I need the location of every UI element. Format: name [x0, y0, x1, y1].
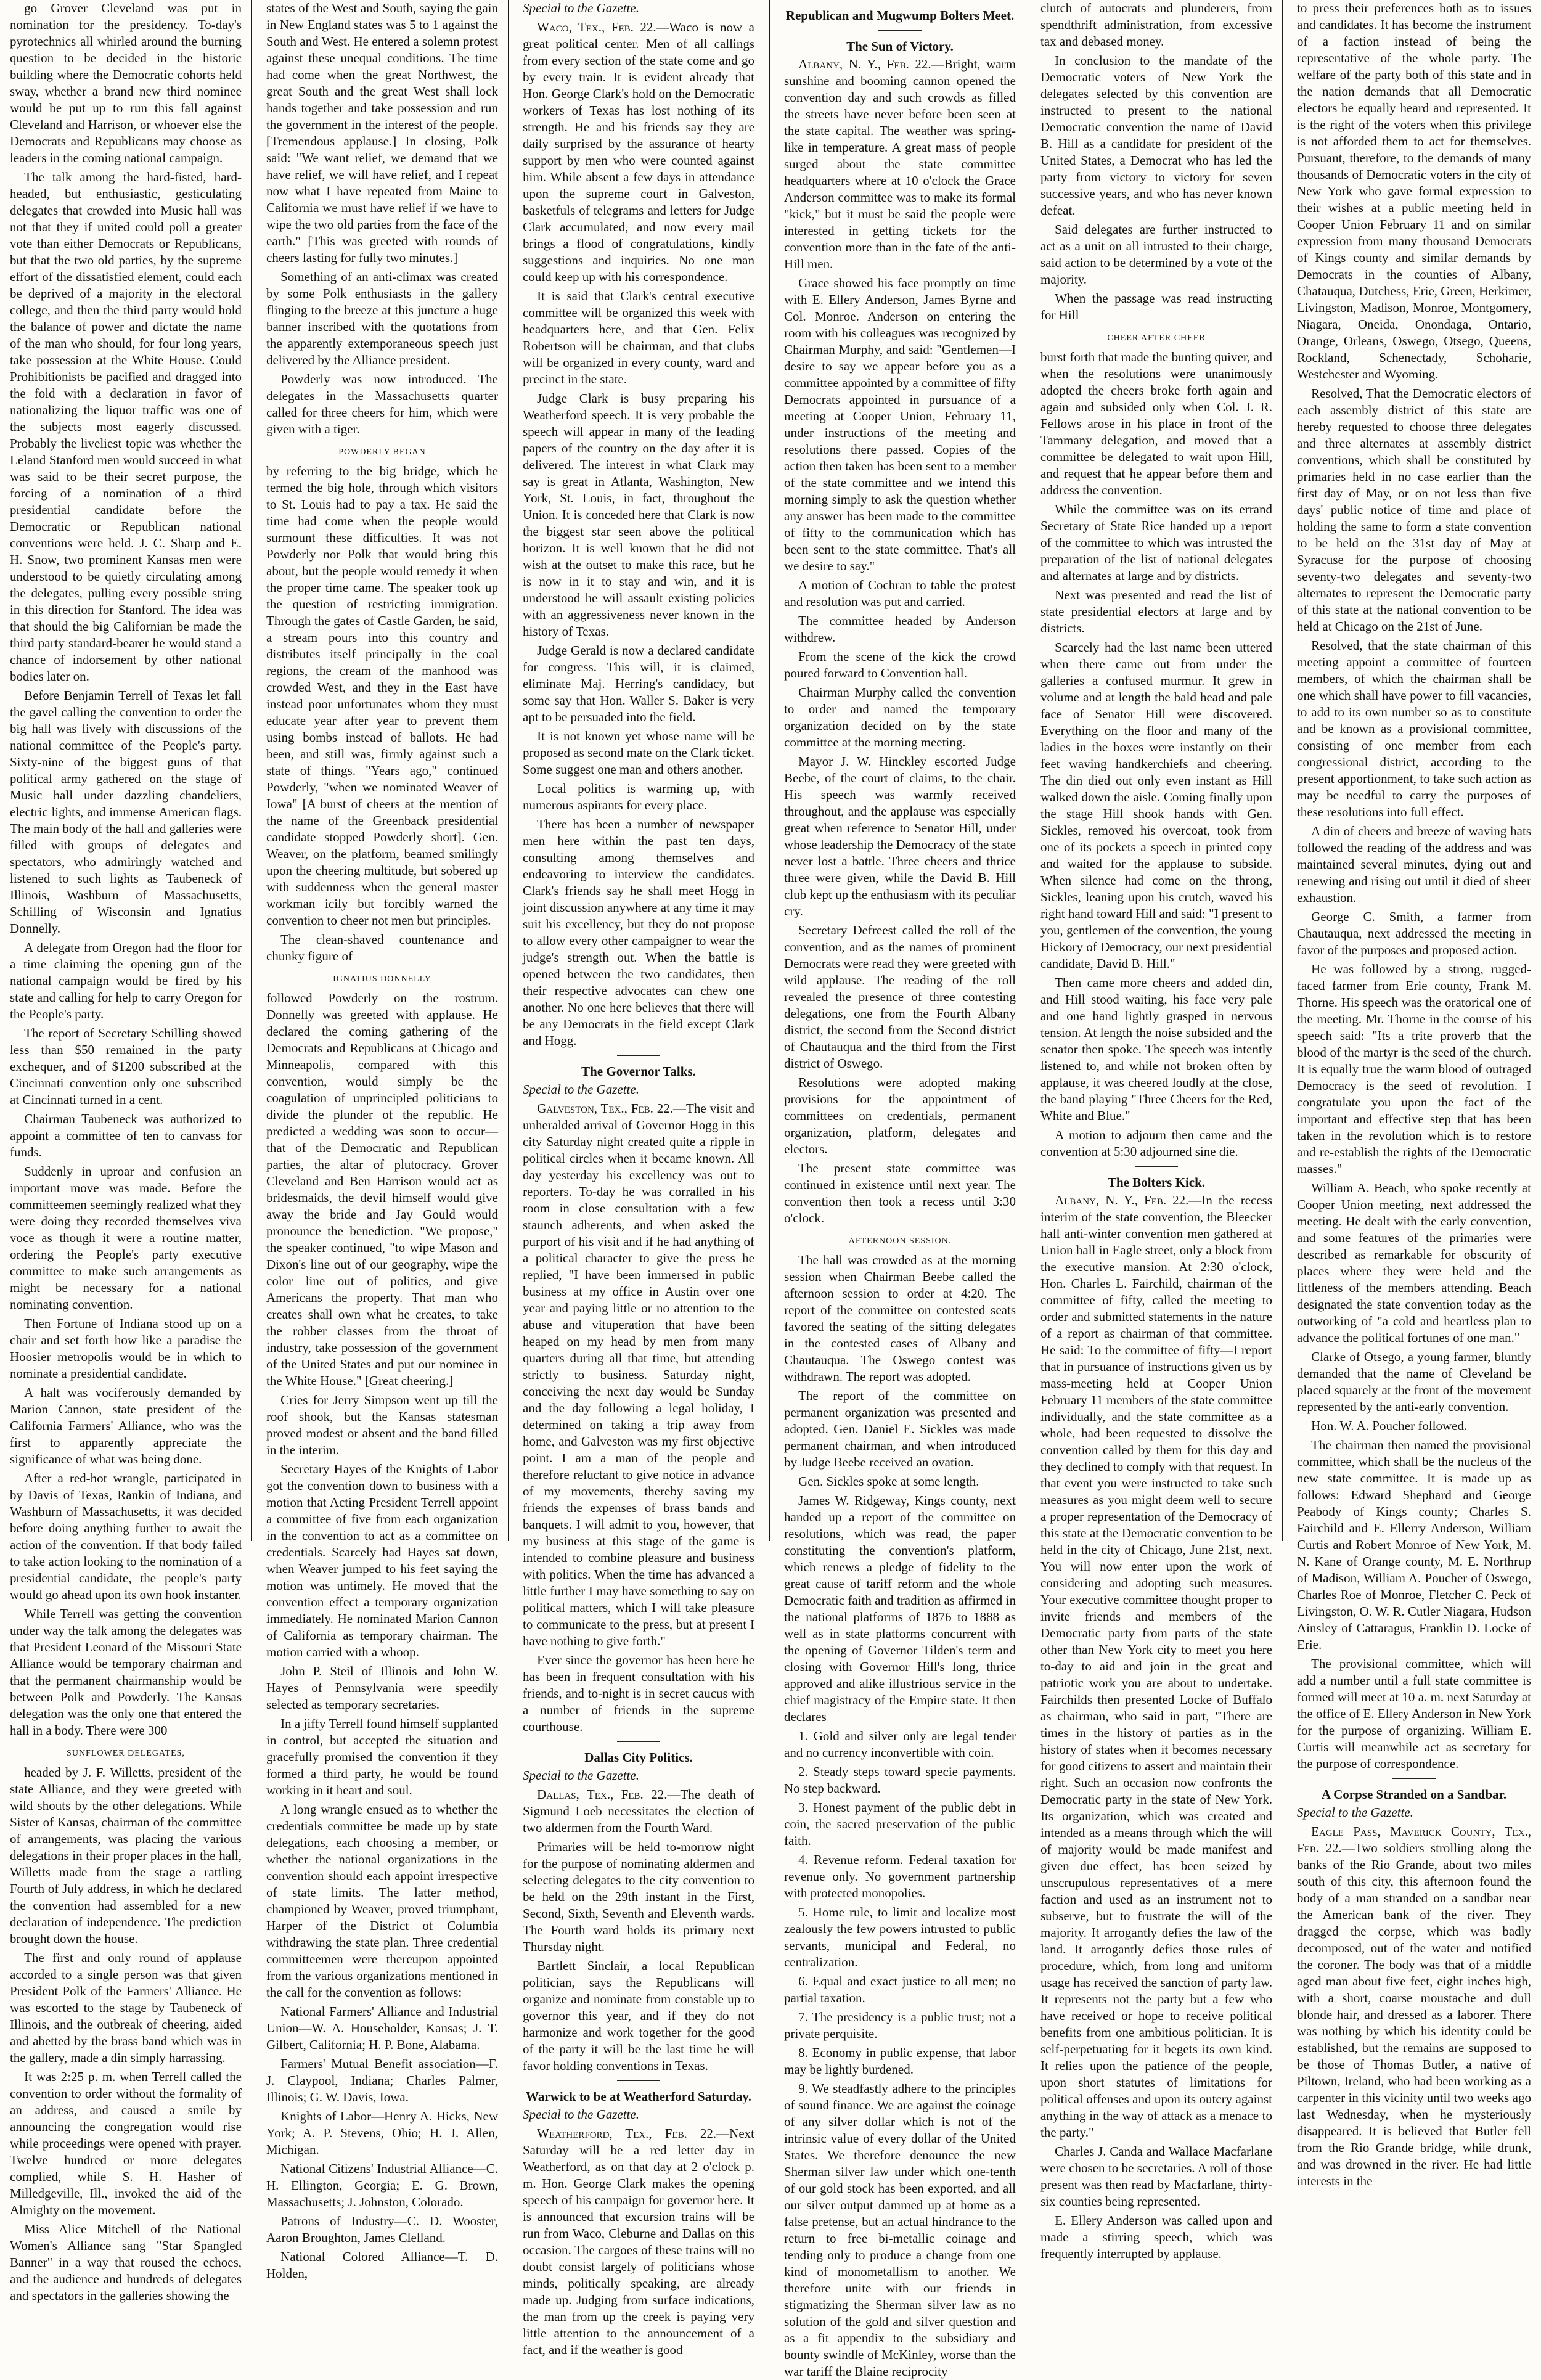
- article-paragraph: A halt was vociferously demanded by Marion Cannon, state president of the California Farmers' Alliance, who was the first to apparently appreciate the significance of what was being done.: [10, 1385, 242, 1466]
- dateline: Albany, N. Y., Feb. 22.: [1055, 1193, 1189, 1208]
- article-paragraph: followed Powderly on the rostrum. Donnelly was greeted with applause. He declared the coming gathering of the Democrats and Republicans at Chicago and Minneapolis, compared with this convention, would simply be the coagulation of unprincipled politicians to divide the plunder of the republic. He predicted a wedding was soon to occur—that of the Democratic and Republican parties, the altar of plutocracy. Grover Cleveland and Ben Harrison would act as bridesmaids, the devil himself would give away the bride and Jay Gould would pronounce the benediction. "We propose," the speaker continued, "to wipe Mason and Dixon's line out of our geography, wipe the color line out of politics, and give Americans the property. That man who creates shall own what he creates, to take the robber classes from the throat of industry, take possession of the government of the United States and put our nominee in the White House." [Great cheering.]: [266, 991, 498, 1388]
- article-paragraph: Bartlett Sinclair, a local Republican politician, says the Republicans will organize and nominate from constable up to governor this year, and if they do not harmonize and work together for the good of the party it will be the last time he will favor holding conventions in Texas.: [523, 1958, 754, 2073]
- article-paragraph: Judge Clark is busy preparing his Weatherford speech. It is very probable the speech will appear in many of the leading papers of the country on the day after it is delivered. The interest in what Clark may say is great in Atlanta, Washington, New York, St. Louis, in fact, throughout the Union. It is conceded here that Clark is now the biggest star seen above the political horizon. It is well known that he did not wish at the outset to make this race, but he is now in it to stay and win, and it is understood he will assault existing policies with an aggressiveness never known in the history of Texas.: [523, 391, 754, 639]
- article-paragraph: Resolutions were adopted making provisions for the appointment of committees on credentials, permanent organization, platform, delegates and electors.: [784, 1075, 1016, 1156]
- article-paragraph: National Colored Alliance—T. D. Holden,: [266, 2249, 498, 2281]
- article-headline: The Bolters Kick.: [1107, 1175, 1206, 1190]
- article-paragraph: headed by J. F. Willetts, president of the state Alliance, and they were greeted with wild shouts by the other delegations. While Sister of Kansas, chairman of the committee of arrangements, was placing the various delegations in their proper places in the hall, Willetts made from the stage a rattling Fourth of July address, in which he declared the convention had assembled for a new declaration of independence. The prediction brought down the house.: [10, 1765, 242, 1946]
- article-paragraph: James W. Ridgeway, Kings county, next handed up a report of the committee on resolutions, which was read, the paper constituting the convention's platform, which renews a pledge of fidelity to the great cause of tariff reform and the whole Democratic faith and tradition as affirmed in the national platforms of 1876 to 1888 as well as in state platforms concurrent with the opening of Governor Tilden's term and closing with Governor Hill's long, thrice approved and alike illustrious service in the chief magistracy of the Empire state. It then declares: [784, 1493, 1016, 1724]
- article-paragraph: Said delegates are further instructed to act as a unit on all intrusted to their charge, said action to be determined by a vote of the majority.: [1040, 222, 1272, 287]
- article-paragraph: The provisional committee, which will add a number until a full state committee is formed will meet at 10 a. m. next Saturday at the office of E. Ellery Anderson in New York for the purpose of organizing. William E. Curtis will meanwhile act as secretary for the purpose of correspondence.: [1297, 1656, 1531, 1771]
- article-paragraph: 5. Home rule, to limit and localize most zealously the few powers intrusted to public servants, municipal and Federal, no centralization.: [784, 1905, 1016, 1969]
- article-paragraph: In conclusion to the mandate of the Democratic voters of New York the delegates selected by this convention are instructed to present to the national Democratic convention the name of David B. Hill as a candidate for president of the United States, a Democrat who has led the party from victory to victory for seven successive years, and who has never known defeat.: [1040, 53, 1272, 218]
- article-paragraph: [1297, 1823, 1531, 2190]
- article-paragraph: The committee headed by Anderson withdrew.: [784, 613, 1016, 645]
- article-headline: Warwick to be at Weatherford Saturday.: [526, 2089, 751, 2104]
- article-paragraph: The chairman then named the provisional committee, which shall be the nucleus of the new state committee. It is made up as follows: Edward Shephard and George Peabody of Kings county; Charles S. Fairchild and E. Ellerry Anderson, William Curtis and Robert Monroe of New York, M. N. Kane of Orange county, M. E. Northrup of Madison, William A. Poucher of Oswego, Charles Roe of Monroe, Fletcher C. Peck of Livingston, O. W. R. Cutler Niagara, Hudson Ainsley of Cattaragus, Franklin D. Locke of Erie.: [1297, 1437, 1531, 1652]
- section-subhead: CHEER AFTER CHEER: [1107, 333, 1206, 343]
- paragraph-text: —The death of Sigmund Loeb necessitates the election of two aldermen from the Fourth Ward.: [523, 1787, 754, 1835]
- article-credit: Special to the Gazette.: [523, 1, 639, 15]
- article-paragraph: While the committee was on its errand Secretary of State Rice handed up a report of the committee to which was intrusted the preparation of the list of national delegates and alternates at large and by districts.: [1040, 502, 1272, 583]
- dateline: Weatherford, Tex., Feb. 22.: [537, 2126, 717, 2141]
- paragraph-text: —Bright, warm sunshine and booming cannon opened the convention day and such crowds as filled the streets have never before been seen at the state capital. The weather was spring-like in temperature. A great mass of people surged about the state committee headquarters where at 10 o'clock the Grace Anderson committee was to make its formal "kick," but it must be said the people were interested in getting tickets for the convention more than in the fate of the anti-Hill men.: [784, 57, 1016, 271]
- article-paragraph: Hon. W. A. Poucher followed.: [1311, 1418, 1468, 1433]
- article-paragraph: Clarke of Otsego, a young farmer, bluntly demanded that the name of Cleveland be placed squarely at the front of the movement represented by the anti-early convention.: [1297, 1349, 1531, 1414]
- article-paragraph: [784, 56, 1016, 272]
- article-headline: A Corpse Stranded on a Sandbar.: [1321, 1787, 1507, 1802]
- article-paragraph: Patrons of Industry—C. D. Wooster, Aaron Broughton, James Clelland.: [266, 2214, 498, 2245]
- article-paragraph: 1. Gold and silver only are legal tender and no currency inconvertible with coin.: [784, 1728, 1016, 1760]
- article-headline: Dallas City Politics.: [584, 1750, 693, 1765]
- column-4: [774, 0, 1026, 2379]
- article-paragraph: When the passage was read instructing for Hill: [1040, 291, 1272, 322]
- article-paragraph: Then came more cheers and added din, and Hill stood waiting, his face very pale and one hand lightly grasped in nervous tension. At length the noise subsided and the senator then spoke. The speech was intently listened to, and while not broken often by applause, it was cheered loudly at the close, the band playing "Three Cheers for the Red, White and Blue.": [1040, 975, 1272, 1123]
- article-paragraph: The report of Secretary Schilling showed less than $50 remained in the party exchequer, and of $1200 subscribed at the Cincinnati convention only one subscribed at Cincinnati turned in a cent.: [10, 1026, 242, 1107]
- column-rule: [251, 0, 252, 1541]
- article-paragraph: Suddenly in uproar and confusion an important move was made. Before the committeemen seemingly realized what they were doing they recorded themselves viva voce as though it were a routine matter, ordering the People's party executive committee to make such arrangements as might be necessary for a national nominating convention.: [10, 1164, 242, 1312]
- article-paragraph: 4. Revenue reform. Federal taxation for revenue only. No government partnership with protected monopolies.: [784, 1852, 1016, 1900]
- article-separator: [878, 30, 922, 31]
- article-headline: The Governor Talks.: [581, 1064, 696, 1079]
- article-paragraph: to press their preferences both as to issues and candidates. It has become the instrument of a faction instead of being the representative of the whole party. The welfare of the party both of this state and in the nation demands that all Democratic electors be equally heard and represented. It is the right of the voters when this privilege is not afforded them to act for themselves. Pursuant, therefore, to the demands of many thousands of Democratic voters in the city of New York who gave formal expression to their wishes at a public meeting held in Cooper Union February 11 and on similar expression from many thousand Democrats of Kings county and similar demands by Democrats in the counties of Albany, Chatauqua, Dutchess, Erie, Green, Herkimer, Livingston, Madison, Monroe, Montgomery, Niagara, Oneida, Onondaga, Ontario, Orange, Orleans, Oswego, Otsego, Queens, Rockland, Schenectady, Schoharie, Westchester and Wyoming.: [1297, 1, 1531, 382]
- dateline: Waco, Tex., Feb. 22.: [537, 20, 656, 35]
- article-headline: The Sun of Victory.: [846, 39, 954, 54]
- article-paragraph: Resolved, that the state chairman of this meeting appoint a committee of fourteen members, of which the chairman shall be one which shall have power to fill vacancies, to add to its own number so as to constitute and be known as a provisional committee, consisting of one member from each congressional district, according to the present apportionment, to take such action as may be needful to carry the purposes of these resolutions into full effect.: [1297, 638, 1531, 819]
- article-separator: [1392, 1778, 1436, 1779]
- article-paragraph: It is not known yet whose name will be proposed as second mate on the Clark ticket. Some suggest one man and others another.: [523, 729, 754, 777]
- article-paragraph: Cries for Jerry Simpson went up till the roof shook, but the Kansas statesman proved modest or absent and the band filled in the interim.: [266, 1392, 498, 1457]
- article-paragraph: Gen. Sickles spoke at some length.: [798, 1474, 979, 1489]
- article-paragraph: The first and only round of applause accorded to a single person was that given President Polk of the Farmers' Alliance. He was escorted to the stage by Taubeneck of Illinois, and the outbreak of cheering, aided and abetted by the brass band which was in the gallery, made a din simply harrassing.: [10, 1950, 242, 2065]
- article-paragraph: Scarcely had the last name been uttered when there came out from under the galleries a confused murmur. It grew in volume and at length the bald head and pale face of Senator Hill were discovered. Everything on the floor and many of the ladies in the boxes were instantly on their feet waving handkerchiefs and cheering. The din died out only even instant as Hill walked down the aisle. Coming finally upon the stage Hill shook hands with Gen. Sickles, removed his overcoat, took from one of its pockets a speech in printed copy and waited for the applause to subside. When silence had come on the throng, Sickles, leaning upon his crutch, waved his right hand toward Hill and said: "I present to you, gentlemen of the convention, the young Hickory of Democracy, our next presidential candidate, David B. Hill.": [1040, 640, 1272, 971]
- paragraph-text: —In the recess interim of the state convention, the Bleecker hall anti-winter convention men gathered at Union hall in Eagle street, only a block from the executive mansion. At 2:30 o'clock, Hon. Charles L. Fairchild, chairman of the committee of fifty, called the meeting to order and submitted statements in the nature of a report as chairman of that committee. He said: To the committee of fifty—I report that in pursuance of instructions given us by mass-meeting held at Cooper Union February 11 members of the state committee individually, and the state committee as a whole, had been requested to dissolve the convention called by them for this day and they declined to comply with that request. In that event you were instructed to take such measures as you might deem well to secure a proper representation of the Democracy of this state at the Democratic convention to be held in the city of Chicago, June 21st, next. You will now enter upon the work of considering and adopting such measures. Your executive committee thought proper to invite friends and members of the Democratic party from parts of the state other than New York city to meet you here to-day to aid and join in the great and patriotic work you are about to undertake. Fairchilds then presented Locke of Buffalo as chairman, who said in part, "There are times in the history of parties as in the history of states when it becomes necessary for good citizens to assert and maintain their right. Such an occasion now confronts the Democratic party in the state of New York. Its organization, which was created and intended as a means through which the will of majority would be made manifest and given due effect, has been seized by unscrupulous representatives of a mere faction and used as an instrument not to subserve, but to frustrate the will of the majority. It arrogantly defies the law of the land. It arrogantly defies those rules of procedure, which, from long and uniform usage has received the sanction of party law. It represents not the party but a few who have received or hope to receive political benefits from one ambitious politician. It is self-perpetuating for it begets its own kind. It relies upon the patience of the people, upon short statutes of limitations for political offenses and upon its outcry against anything in the way of attack as a menace to the party.": [1040, 1193, 1272, 2140]
- column-3: [513, 0, 764, 2357]
- article-paragraph: Grace showed his face promptly on time with E. Ellery Anderson, James Byrne and Col. Monroe. Anderson on entering the room with his colleagues was recognized by Chairman Murphy, and said: "Gentlemen—I desire to say we appear before you as a committee appointed by a committee of fifty Democrats appointed in pursuance of a meeting at Cooper Union, February 11, under instructions of the meeting and resolutions there passed. Copies of the action then taken has been sent to a member of the state committee and we intend this morning simply to ask the question whether any answer has been made to the committee of fifty to the communication which has been sent to the state committee. That's all we desire to say.": [784, 276, 1016, 573]
- article-paragraph: Knights of Labor—Henry A. Hicks, New York; A. P. Stevens, Ohio; H. J. Allen, Michigan.: [266, 2109, 498, 2157]
- column-2: [256, 0, 508, 2281]
- article-paragraph: Ever since the governor has been here he has been in frequent consultation with his friends, and to-night is in secret caucus with a number of friends in the supreme courthouse.: [523, 1653, 754, 1734]
- dateline: Eagle Pass, Maverick County, Tex., Feb. 22.: [1297, 1824, 1531, 1855]
- article-paragraph: National Citizens' Industrial Alliance—C. H. Ellington, Georgia; E. G. Brown, Massachusetts; J. Johnston, Colorado.: [266, 2161, 498, 2209]
- article-paragraph: E. Ellery Anderson was called upon and made a stirring speech, which was frequently interrupted by applause.: [1040, 2213, 1272, 2261]
- article-paragraph: In a jiffy Terrell found himself supplanted in control, but accepted the situation and gracefully promised the convention if they formed a third party, he would be found working in it heart and soul.: [266, 1716, 498, 1797]
- article-paragraph: It is said that Clark's central executive committee will be organized this week with headquarters here, and that Gen. Felix Robertson will be chairman, and that clubs will be organized in every county, ward and precinct in the state.: [523, 288, 754, 386]
- article-separator: [1135, 1166, 1178, 1167]
- article-credit: Special to the Gazette.: [523, 1768, 639, 1783]
- article-paragraph: The present state committee was continued in existence until next year. The convention then took a recess until 3:30 o'clock.: [784, 1161, 1016, 1225]
- column-rule: [508, 0, 509, 1541]
- paragraph-text: —Two soldiers strolling along the banks of the Rio Grande, about two miles south of this city, this afternoon found the body of a man stranded on a sandbar near the American bank of the river. They dragged the corpse, which was badly decomposed, out of the water and notified the coroner. The body was that of a middle aged man about five feet, eight inches high, with a short, coarse moustache and dull blonde hair, and dressed as a laborer. There was nothing by which his identity could be established, but the remains are supposed to be those of Thomas Butler, a native of Piltown, Ireland, who had been working as a carpenter in this vicinity until two weeks ago last Wednesday, when he mysteriously disappeared. It is believed that Butler fell from the Rio Grande bridge, while drunk, and was drowned in the river. He had little interests in the: [1297, 1841, 1531, 2188]
- article-paragraph: Then Fortune of Indiana stood up on a chair and set forth how like a paradise the Hoosier metropolis would be in which to nominate a presidential candidate.: [10, 1316, 242, 1381]
- section-subhead: IGNATIUS DONNELLY: [333, 975, 431, 984]
- article-paragraph: Resolved, That the Democratic electors of each assembly district of this state are hereby requested to choose three delegates and three alternates at assembly district conventions, which shall be constituted by primaries held in no case earlier than the first day of May, or on not less than five days' public notice of time and place of holding the same to form a state convention to be held on the 31st day of May at Syracuse for the purpose of choosing seventy-two delegates and seventy-two alternates to represent the Democratic party of this state at the national convention to be held at Chicago on the 21st of June.: [1297, 386, 1531, 634]
- article-paragraph: The hall was crowded as at the morning session when Chairman Beebe called the afternoon session to order at 4:20. The report of the committee on contested seats favored the seating of the sitting delegates in the contested cases of Albany and Chautauqua. The Oswego contest was withdrawn. The report was adopted.: [784, 1253, 1016, 1384]
- article-separator: [617, 1741, 660, 1742]
- article-separator: [617, 1055, 660, 1056]
- article-paragraph: After a red-hot wrangle, participated in by Davis of Texas, Rankin of Indiana, and Washburn of Massachusetts, it was decided before doing anything further to await the action of the convention. If that body failed to take action looking to the nomination of a presidential candidate, the people's party would go ahead upon its own hook instanter.: [10, 1471, 242, 1602]
- section-subhead: AFTERNOON SESSION.: [848, 1237, 952, 1246]
- article-paragraph: 6. Equal and exact justice to all men; no partial taxation.: [784, 1974, 1016, 2005]
- article-paragraph: Farmers' Mutual Benefit association—F. J. Claypool, Indiana; Charles Palmer, Illinois; G. W. Davis, Iowa.: [266, 2056, 498, 2104]
- article-paragraph: George C. Smith, a farmer from Chautauqua, next addressed the meeting in favor of the purposes and proposed action.: [1297, 909, 1531, 957]
- article-paragraph: Charles J. Canda and Wallace Macfarlane were chosen to be secretaries. A roll of those present was then read by Macfarlane, thirty-six counties being represented.: [1040, 2144, 1272, 2209]
- article-paragraph: Something of an anti-climax was created by some Polk enthusiasts in the gallery flinging to the breeze at this juncture a huge banner inscribed with the quotations from the apparently extemporaneous speech just delivered by the Alliance president.: [266, 269, 498, 367]
- article-paragraph: Chairman Murphy called the convention to order and named the temporary organization decided on by the state committee at the morning meeting.: [784, 685, 1016, 750]
- article-paragraph: The talk among the hard-fisted, hard-headed, but enthusiastic, gesticulating delegates that crowded into Music hall was not that they if united could poll a greater vote than either Democrats or Republicans, but that the two old parties, by the supreme effort of the dissatisfied element, could each be deprived of a majority in the electoral college, and then the third party would hold the balance of power and dictate the name of the man who should, for four long years, take possession at the White House. Could Prohibitionists be pacified and dragged into the fold with a declaration in favor of nationalizing the liquor traffic was one of the subjects most eagerly discussed. Probably the liveliest topic was whether the Leland Stanford men would succeed in what was said to be their secret purpose, the forcing of a nomination of a third presidential candidate before the Democratic or Republican national conventions were held. J. C. Sharp and E. H. Snow, two prominent Kansas men were understood to be quietly circulating among the delegates, pulling every possible string in this direction for Stanford. The idea was that should the big Californian be made the third party standard-bearer he would stand a chance of indorsement by other national bodies later on.: [10, 170, 242, 684]
- article-paragraph: [523, 1786, 754, 1836]
- article-paragraph: 9. We steadfastly adhere to the principles of sound finance. We are against the coinage of any silver dollar which is not of the intrinsic value of every dollar of the United States. We therefore denounce the new Sherman silver law under which one-tenth of our gold stock has been exported, and all our silver output dammed up at home as a false pretense, but an actual hindrance to the return to free bi-metallic coinage and tending only to produce a change from one kind of monometallism to another. We therefore unite with our friends in stigmatizing the Sherman silver law as no solution of the gold and silver question and as a fit appendix to the subsidiary and bounty swindle of McKinley, worse than the war tariff the Blaine reciprocity: [784, 2081, 1016, 2379]
- section-subhead: SUNFLOWER DELEGATES,: [67, 1749, 185, 1758]
- article-paragraph: Primaries will be held to-morrow night for the purpose of nominating aldermen and selecting delegates to the city convention to be held on the 29th instant in the First, Second, Sixth, Seventh and Eleventh wards. The Fourth ward holds its primary next Thursday night.: [523, 1839, 754, 1954]
- article-paragraph: From the scene of the kick the crowd poured forward to Convention hall.: [784, 649, 1016, 681]
- article-paragraph: While Terrell was getting the convention under way the talk among the delegates was that President Leonard of the Missouri State Alliance would be temporary chairman and that the permanent chairmanship would be between Polk and Powderly. The Kansas delegation was the only one that entered the hall in a body. There were 300: [10, 1606, 242, 1738]
- column-6: [1287, 0, 1541, 2188]
- column-rule: [769, 0, 770, 1541]
- article-paragraph: The report of the committee on permanent organization was presented and adopted. Gen. Daniel E. Sickles was made permanent chairman, and when introduced by Judge Beebe received an ovation.: [784, 1388, 1016, 1470]
- article-paragraph: A long wrangle ensued as to whether the credentials committee be made up by state delegations, each choosing a member, or whether the national organizations in the convention should each appoint irrespective of state limits. The latter method, championed by Weaver, proved triumphant, Harper of the District of Columbia withdrawing the state plan. Three credential committeemen were thereupon appointed from the various organizations mentioned in the call for the convention as follows:: [266, 1802, 498, 2000]
- article-paragraph: Secretary Defreest called the roll of the convention, and as the names of prominent Democrats were read they were greeted with wild applause. The reading of the roll revealed the presence of three contesting delegations, one from the Fourth Albany district, the second from the Second district of Chautauqua and the third from the First district of Oswego.: [784, 923, 1016, 1071]
- article-separator: [617, 2080, 660, 2081]
- article-paragraph: There has been a number of newspaper men here within the past ten days, consulting among themselves and endeavoring to interview the candidates. Clark's friends say he shall meet Hogg in joint discussion anywhere at any time it may suit his excellency, but they do not propose to allow every other campaigner to wear the judge's strength out. When the battle is opened between the two candidates, then their respective advocates can chew one another. No one here believes that there will be any Democrats in the field except Clark and Hogg.: [523, 817, 754, 1048]
- article-paragraph: 7. The presidency is a public trust; not a private perquisite.: [784, 2010, 1016, 2041]
- article-paragraph: A din of cheers and breeze of waving hats followed the reading of the address and was maintained several minutes, dying out and renewing and rising out until it died of sheer exhaustion.: [1297, 824, 1531, 905]
- article-paragraph: [523, 2125, 754, 2358]
- article-paragraph: states of the West and South, saying the gain in New England states was 5 to 1 against the South and West. He entered a solemn protest against these unequal conditions. The time had come when the great Northwest, the great South and the great West shall lock hands together and take possession and run the government in the interest of the people. [Tremendous applause.] In closing, Polk said: "We want relief, we demand that we have relief, we will have relief, and I repeat now what I have repeated from Maine to California we must have relief if we have to wipe the two old parties from the face of the earth." [This was greeted with rounds of cheers lasting for fully two minutes.]: [266, 1, 498, 265]
- article-paragraph: 2. Steady steps toward specie payments. No step backward.: [784, 1764, 1016, 1796]
- article-paragraph: A motion to adjourn then came and the convention at 5:30 adjourned sine die.: [1040, 1127, 1272, 1159]
- article-credit: Special to the Gazette.: [1297, 1805, 1413, 1820]
- section-subhead: POWDERLY BEGAN: [338, 448, 426, 457]
- article-paragraph: Chairman Taubeneck was authorized to appoint a committee of ten to canvass for funds.: [10, 1111, 242, 1159]
- article-paragraph: Miss Alice Mitchell of the National Women's Alliance sang "Star Spangled Banner" in a way that roused the echoes, and the audience and hundreds of delegates and spectators in the galleries showing the: [10, 2222, 242, 2303]
- article-paragraph: by referring to the big bridge, which he termed the big hole, through which visitors to St. Louis had to pay a tax. He said the time had come when the people would surmount these difficulties. It was not Powderly nor Polk that would bring this about, but the people would remedy it when the proper time came. The speaker took up the question of restricting immigration. Through the gates of Castle Garden, he said, a stream pours into this country and distributes itself principally in the coal regions, the cream of the manhood was crowded West, and they in the East have instead poor unfortunates whom they must educate year after year to prevent them using bombs instead of ballots. He had been, and still was, firmly against such a state of things. "Years ago," continued Powderly, "when we nominated Weaver of Iowa" [A burst of cheers at the mention of the name of the Greenback presidential candidate stopped Powderly short]. Gen. Weaver, on the platform, beamed smilingly upon the cheering multitude, but sobered up with suddenness when the general master workman icily but forcibly warned the convention to cheer not men but principles.: [266, 464, 498, 928]
- dateline: Dallas, Tex., Feb. 22.: [537, 1787, 668, 1802]
- paragraph-text: —The visit and unheralded arrival of Governor Hogg in this city Saturday night created quite a ripple in political circles when it became known. All day yesterday his excellency was out to reporters. To-day he was corralled in his room in close consultation with a few staunch adherents, and when asked the purport of his visit and if he had anything of a political character to give the press he replied, "I have been immersed in public business at my office in Austin over one year and paying little or no attention to the abuse and vituperation that have been heaped on my head by men from many quarters during all that time, but attending strictly to business. Saturday night, conceiving the next day would be Sunday and the day following a legal holiday, I determined on taking a trip away from home, and Galveston was my first objective point. I am a man of the people and therefore reluctant to give notice in advance of my movements, thereby saving my friends the expenses of brass bands and banquets. I will admit to you, however, that my business at this stage of the game is intended to combine pleasure and business with politics. When the time has advanced a little further I may have something to say on political matters, which I will take pleasure to communicate to the press, but at present I have nothing to give forth.": [523, 1101, 754, 1648]
- dateline: Albany, N. Y., Feb. 22.: [798, 57, 931, 72]
- article-credit: Special to the Gazette.: [523, 2107, 639, 2122]
- article-paragraph: clutch of autocrats and plunderers, from spendthrift administration, from excessive tax and debased money.: [1040, 1, 1272, 49]
- article-paragraph: [523, 19, 754, 285]
- article-paragraph: Next was presented and read the list of state presidential electors at large and by districts.: [1040, 587, 1272, 636]
- article-paragraph: National Farmers' Alliance and Industrial Union—W. A. Householder, Kansas; J. T. Gilbert, California; H. P. Bone, Alabama.: [266, 2004, 498, 2052]
- article-paragraph: Before Benjamin Terrell of Texas let fall the gavel calling the convention to order the big hall was lively with discussions of the national committee of the People's party. Sixty-nine of the biggest guns of that political army gathered on the stage of Music hall under dazzling chandeliers, electric lights, and immense American flags. The main body of the hall and galleries were filled with groups of delegates and spectators, who admiringly watched and listened to such lights as Taubeneck of Illinois, Washburn of Massachusetts, Schilling of Wisconsin and Ignatius Donnelly.: [10, 688, 242, 936]
- column-1: [0, 0, 251, 2303]
- article-paragraph: 8. Economy in public expense, that labor may be lightly burdened.: [784, 2045, 1016, 2077]
- article-paragraph: 3. Honest payment of the public debt in coin, the sacred preservation of the public faith.: [784, 1800, 1016, 1848]
- article-paragraph: Local politics is warming up, with numerous aspirants for every place.: [523, 781, 754, 812]
- article-paragraph: William A. Beach, who spoke recently at Cooper Union meeting, next addressed the meeting. He dealt with the early convention, and some features of the primaries were described as remarkable for obscurity of places where they were held and the littleness of the members attending. Beach designated the state convention today as the outworking of "a cold and heartless plan to advance the political fortunes of one man.": [1297, 1180, 1531, 1345]
- article-paragraph: Mayor J. W. Hinckley escorted Judge Beebe, of the court of claims, to the chair. His speech was warmly received throughout, and the applause was especially great when reference to Senator Hill, under whose leadership the Democracy of the state never lost a battle. Three cheers and thrice three were given, while the David B. Hill club kept up the enthusiasm with its peculiar cry.: [784, 754, 1016, 918]
- paragraph-text: —Waco is now a great political center. Men of all callings from every section of the state come and go by every train. It is evident already that Hon. George Clark's hold on the Democratic workers of Texas has lost nothing of its strength. He and his friends say they are daily surprised by the assurance of hearty support by men who were counted against him. While absent a few days in attendance upon the supreme court in Galveston, basketfuls of telegrams and letters for Judge Clark accumulated, and now every mail brings a flood of congratulations, kindly suggestions and inquiries. No one man could keep up with his correspondence.: [523, 20, 754, 284]
- article-paragraph: A delegate from Oregon had the floor for a time claiming the opening gun of the national campaign would be fired by his state and calling for help to carry Oregon for the People's party.: [10, 940, 242, 1021]
- paragraph-text: —Next Saturday will be a red letter day in Weatherford, as on that day at 2 o'clock p. m. Hon. George Clark makes the opening speech of his campaign for governor here. It is announced that excursion trains will be run from Waco, Cleburne and Dallas on this occasion. The cargoes of these trains will no doubt consist largely of politicians whose minds, politically speaking, are already made up. Judging from surface indications, the man from up the creek is paying very little attention to the announcement of a fact, and if the weather is good: [523, 2126, 754, 2357]
- article-headline: Republican and Mugwump Bolters Meet.: [785, 8, 1015, 23]
- article-paragraph: Secretary Hayes of the Knights of Labor got the convention down to business with a motion that Acting President Terrell appoint a committee of five from each organization in the convention to act as a committee on credentials. Scarcely had Hayes sat down, when Weaver jumped to his feet saying the motion was untimely. He moved that the convention effect a temporary organization immediately. He nominated Marion Cannon of California as temporary chairman. The motion carried with a whoop.: [266, 1462, 498, 1659]
- dateline: Galveston, Tex., Feb. 22.: [537, 1101, 674, 1116]
- article-paragraph: Powderly was now introduced. The delegates in the Massachusetts quarter called for three cheers for him, which were given with a tiger.: [266, 372, 498, 436]
- article-paragraph: John P. Steil of Illinois and John W. Hayes of Pennsylvania were speedily selected as temporary secretaries.: [266, 1664, 498, 1712]
- article-credit: Special to the Gazette.: [523, 1082, 639, 1097]
- article-paragraph: [1040, 1192, 1272, 2141]
- article-paragraph: [523, 1100, 754, 1650]
- column-rule: [1282, 0, 1283, 1541]
- article-paragraph: Judge Gerald is now a declared candidate for congress. This will, it is claimed, eliminate Maj. Herring's candidacy, but some say that Hon. Waller S. Baker is very apt to be persuaded into the field.: [523, 643, 754, 724]
- article-paragraph: He was followed by a strong, rugged-faced farmer from Erie county, Frank M. Thorne. His speech was the oratorical one of the meeting. Mr. Thorne in the course of his speech said: "Its a trite proverb that the blood of the martyr is the seed of the church. It is equally true the warm blood of outraged Democracy is the seed of revolution. I congratulate you upon the fact of the important and effective step that has been taken in the revolution which is to restore and re-establish the rights of the Democratic masses.": [1297, 962, 1531, 1176]
- column-5: [1031, 0, 1282, 2261]
- article-paragraph: A motion of Cochran to table the protest and resolution was put and carried.: [784, 578, 1016, 609]
- article-paragraph: The clean-shaved countenance and chunky figure of: [266, 932, 498, 963]
- article-paragraph: burst forth that made the bunting quiver, and when the resolutions were unanimously adopted the cheers broke forth again and again and subsided only when Col. J. R. Fellows arose in his place in front of the Tammany delegation, and moved that a committee be delegated to wait upon Hill, and request that he appear before them and address the convention.: [1040, 350, 1272, 497]
- article-paragraph: go Grover Cleveland was put in nomination for the presidency. To-day's pyrotechnics all whirled around the burning question to be decided in the historic building where the Democratic cohorts held sway, whether a brand new third nominee would be put up to run this fall against Cleveland and Harrison, or whoever else the Democrats and Republicans may choose as leaders in the coming national campaign.: [10, 1, 242, 165]
- article-paragraph: It was 2:25 p. m. when Terrell called the convention to order without the formality of an address, and caused a smile by announcing the congregation would rise while proceedings were opened with prayer. Twelve hundred or more delegates complied, while S. H. Hasher of Milledgeville, Ill., invoked the aid of the Almighty on the movement.: [10, 2069, 242, 2217]
